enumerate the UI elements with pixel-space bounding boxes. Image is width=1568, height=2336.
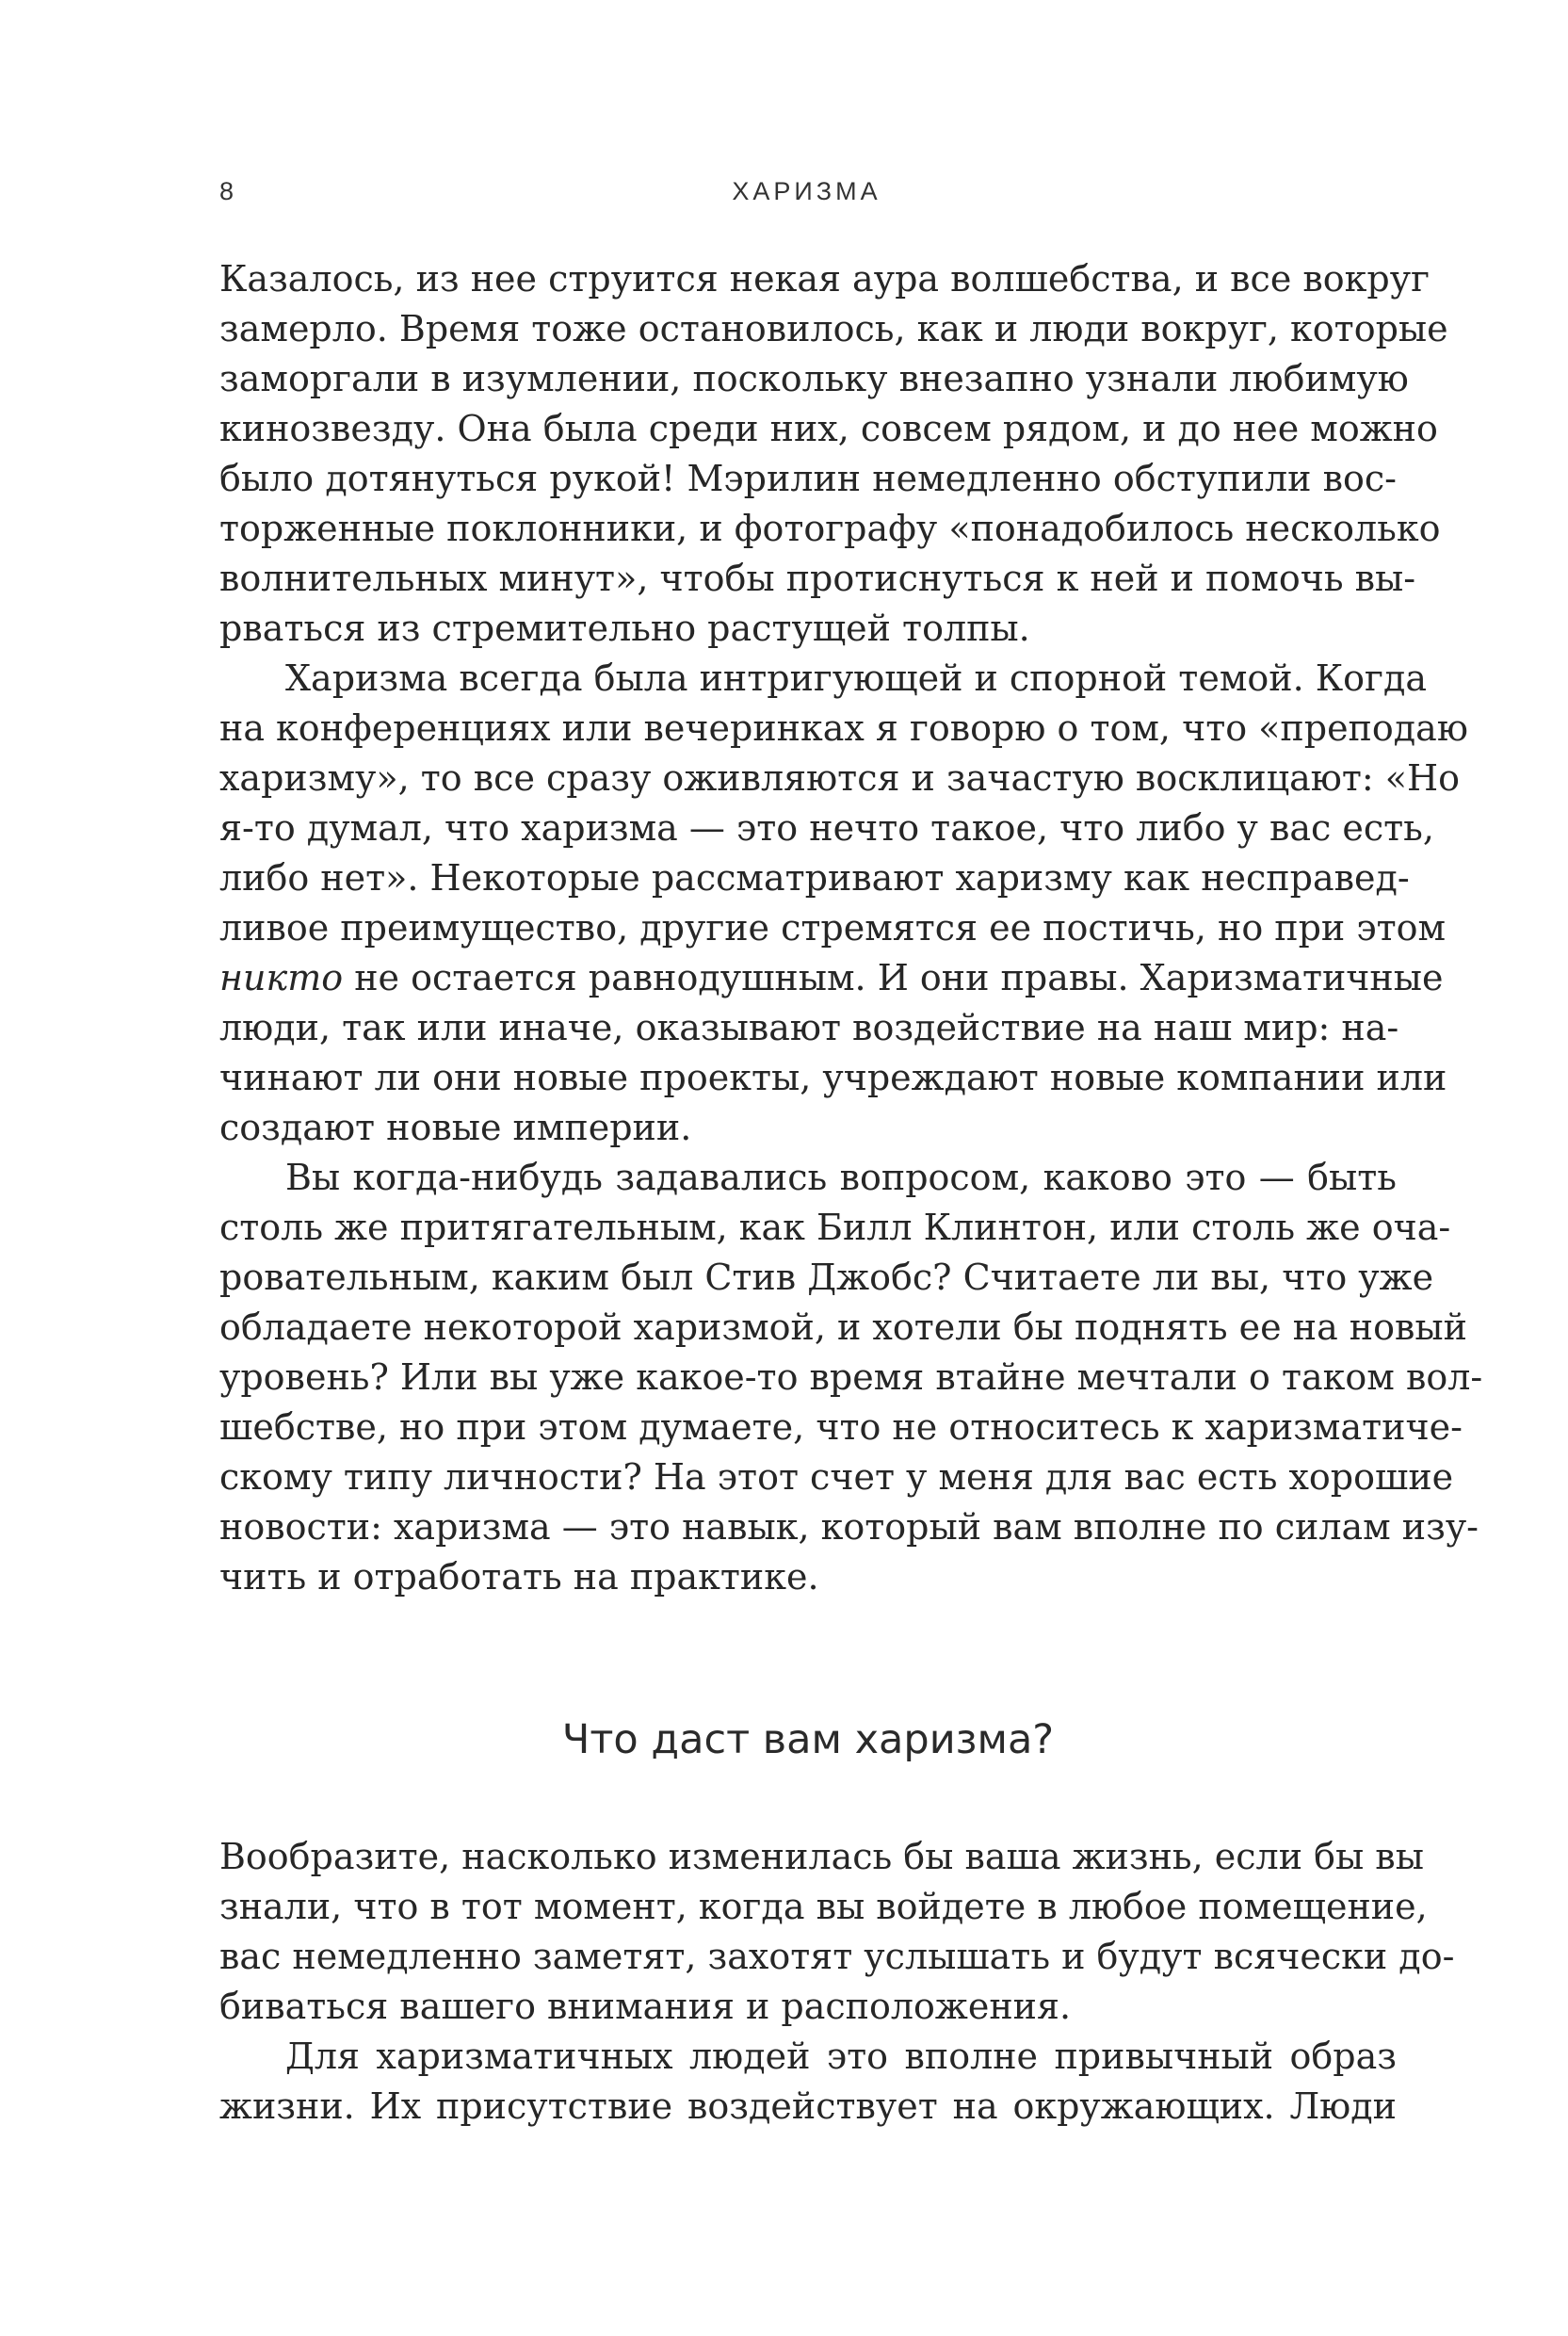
text-line: Вообразите, насколько изменилась бы ваша жизнь, если бы вы: [219, 1836, 1424, 1877]
text-line: столь же притягательным, как Билл Клинтон, или столь же оча-: [219, 1207, 1451, 1248]
text-line: знали, что в тот момент, когда вы войдете в любое помещение,: [219, 1886, 1428, 1927]
text-line: кинозвезду. Она была среди них, совсем рядом, и до нее можно: [219, 408, 1438, 449]
text-line: ливое преимущество, другие стремятся ее постичь, но при этом: [219, 907, 1447, 949]
section-2-body: [219, 1832, 1455, 2132]
emphasis-word: никто: [219, 957, 344, 998]
text-line: замерло. Время тоже остановилось, как и люди вокруг, которые: [219, 308, 1448, 349]
text-line: на конференциях или вечеринках я говорю о том, что «преподаю: [219, 707, 1468, 749]
text-line: люди, так или иначе, оказывают воздействие на наш мир: на-: [219, 1007, 1399, 1048]
page-number: 8: [219, 177, 234, 205]
paragraph-1: [219, 254, 1448, 654]
running-header: [219, 177, 1394, 215]
section-1-body: [219, 254, 1483, 1602]
text-line: шебстве, но при этом думаете, что не относитесь к харизматиче-: [219, 1406, 1463, 1448]
text-line: волнительных минут», чтобы протиснуться к ней и помочь вы-: [219, 558, 1416, 599]
text-line: харизму», то все сразу оживляются и зачастую восклицают: «Но: [219, 757, 1461, 799]
text-line: скому типу личности? На этот счет у меня для вас есть хорошие: [219, 1456, 1454, 1498]
text-line: вас немедленно заметят, захотят услышать и будут всячески до-: [219, 1936, 1455, 1977]
text-line: заморгали в изумлении, поскольку внезапно узнали любимую: [219, 358, 1409, 399]
paragraph-3: [219, 1153, 1483, 1602]
text-line: новости: харизма — это навык, который вам вполне по силам изу-: [219, 1506, 1479, 1548]
text-line: чинают ли они новые проекты, учреждают новые компании или: [219, 1057, 1447, 1098]
text-fragment: не остается равнодушным. И они правы. Харизматичные: [343, 957, 1444, 998]
text-line: Вы когда-нибудь задавались вопросом, каково это — быть: [285, 1157, 1397, 1198]
text-line: Казалось, из нее струится некая аура волшебства, и все вокруг: [219, 258, 1431, 300]
paragraph-4: [219, 1832, 1455, 2032]
text-line: чить и отработать на практике.: [219, 1556, 819, 1598]
text-line: я-то думал, что харизма — это нечто такое, что либо у вас есть,: [219, 807, 1434, 849]
running-title: ХАРИЗМА: [732, 177, 881, 205]
text-line: торженные поклонники, и фотографу «понадобилось несколько: [219, 508, 1441, 549]
text-line: создают новые империи.: [219, 1107, 692, 1148]
text-line: было дотянуться рукой! Мэрилин немедленно обступили вос-: [219, 458, 1397, 499]
text-line: ровательным, каким был Стив Джобс? Считаете ли вы, что уже: [219, 1257, 1434, 1298]
text-line: уровень? Или вы уже какое-то время втайне мечтали о таком вол-: [219, 1356, 1483, 1398]
text-line: жизни. Их присутствие воздействует на окружающих. Люди: [219, 2085, 1397, 2127]
text-line: биваться вашего внимания и расположения.: [219, 1986, 1072, 2027]
text-line: обладаете некоторой харизмой, и хотели бы поднять ее на новый: [219, 1306, 1467, 1348]
text-line: Для харизматичных людей это вполне привычный образ: [285, 2036, 1397, 2077]
paragraph-2: [219, 654, 1468, 1153]
text-line: Харизма всегда была интригующей и спорной темой. Когда: [285, 657, 1427, 699]
section-heading: Что даст вам харизма?: [561, 1716, 1055, 1763]
text-line: либо нет». Некоторые рассматривают харизму как несправед-: [219, 857, 1410, 899]
text-line: рваться из стремительно растущей толпы.: [219, 608, 1030, 649]
paragraph-5: [219, 2032, 1397, 2132]
text-line: [219, 953, 1444, 1003]
